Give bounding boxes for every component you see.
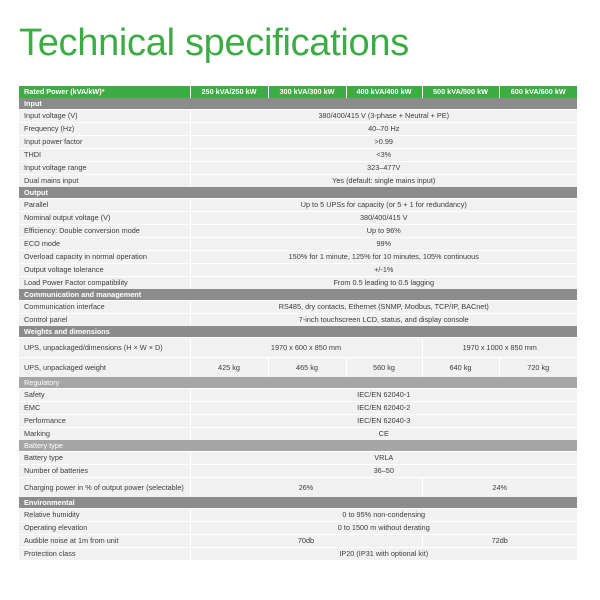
row-emc bbox=[19, 402, 577, 415]
row-value-b: 24% bbox=[422, 478, 577, 498]
row-value: 7-inch touchscreen LCD, status, and display console bbox=[190, 314, 577, 327]
row-input-voltage-range bbox=[19, 162, 577, 175]
row-label: Marking bbox=[19, 428, 190, 441]
row-label: Input voltage range bbox=[19, 162, 190, 175]
row-voltage-tolerance bbox=[19, 264, 577, 277]
weight-600: 720 kg bbox=[499, 358, 577, 378]
row-value: +/-1% bbox=[190, 264, 577, 277]
row-overload bbox=[19, 251, 577, 264]
row-value: 0 to 1500 m without derating bbox=[190, 522, 577, 535]
weight-250: 425 kg bbox=[190, 358, 268, 378]
row-label: Operating elevation bbox=[19, 522, 190, 535]
row-number-of-batteries bbox=[19, 465, 577, 478]
row-value: 380/400/415 V (3-phase + Neutral + PE) bbox=[190, 110, 577, 123]
weight-500: 640 kg bbox=[422, 358, 499, 378]
row-marking bbox=[19, 428, 577, 441]
row-label: Relative humidity bbox=[19, 509, 190, 522]
row-label: Performance bbox=[19, 415, 190, 428]
row-elevation bbox=[19, 522, 577, 535]
row-label: UPS, unpackaged weight bbox=[19, 358, 190, 378]
section-communication: Communication and management bbox=[19, 289, 577, 301]
row-humidity bbox=[19, 509, 577, 522]
row-value-a: 1970 x 600 x 850 mm bbox=[190, 338, 422, 358]
row-label: Input power factor bbox=[19, 136, 190, 149]
row-value: VRLA bbox=[190, 452, 577, 465]
row-value: 36–50 bbox=[190, 465, 577, 478]
row-label: UPS, unpackaged/dimensions (H × W × D) bbox=[19, 338, 190, 358]
row-label: Battery type bbox=[19, 452, 190, 465]
row-value: CE bbox=[190, 428, 577, 441]
row-input-voltage bbox=[19, 110, 577, 123]
row-value: 150% for 1 minute, 125% for 10 minutes, 105% continuous bbox=[190, 251, 577, 264]
header-row bbox=[19, 86, 577, 98]
row-value: IP20 (IP31 with optional kit) bbox=[190, 548, 577, 561]
row-thdi bbox=[19, 149, 577, 162]
row-eco-mode bbox=[19, 238, 577, 251]
row-communication-interface bbox=[19, 301, 577, 314]
section-input: Input bbox=[19, 98, 577, 110]
weight-400: 560 kg bbox=[346, 358, 422, 378]
header-col-250: 250 kVA/250 kW bbox=[190, 86, 268, 98]
row-label: EMC bbox=[19, 402, 190, 415]
row-value: 99% bbox=[190, 238, 577, 251]
row-value-a: 70db bbox=[190, 535, 422, 548]
section-weights: Weights and dimensions bbox=[19, 326, 577, 338]
section-environmental: Environmental bbox=[19, 497, 577, 509]
row-label: Input voltage (V) bbox=[19, 110, 190, 123]
page-title: Technical specifications bbox=[19, 22, 409, 64]
row-parallel bbox=[19, 199, 577, 212]
row-noise bbox=[19, 535, 577, 548]
row-weight bbox=[19, 358, 577, 378]
section-battery: Battery type bbox=[19, 440, 577, 452]
row-control-panel bbox=[19, 314, 577, 327]
row-label: Safety bbox=[19, 389, 190, 402]
header-col-400: 400 kVA/400 kW bbox=[346, 86, 422, 98]
header-col-600: 600 kVA/600 kW bbox=[499, 86, 577, 98]
row-battery-type bbox=[19, 452, 577, 465]
row-label: ECO mode bbox=[19, 238, 190, 251]
header-col-500: 500 kVA/500 kW bbox=[422, 86, 499, 98]
row-label: Protection class bbox=[19, 548, 190, 561]
row-efficiency bbox=[19, 225, 577, 238]
row-label: Dual mains input bbox=[19, 175, 190, 188]
row-label: Overload capacity in normal operation bbox=[19, 251, 190, 264]
row-input-power-factor bbox=[19, 136, 577, 149]
row-value: From 0.5 leading to 0.5 lagging bbox=[190, 277, 577, 290]
row-value-b: 72db bbox=[422, 535, 577, 548]
row-value: Up to 96% bbox=[190, 225, 577, 238]
row-label: Nominal output voltage (V) bbox=[19, 212, 190, 225]
section-output: Output bbox=[19, 187, 577, 199]
row-label: Frequency (Hz) bbox=[19, 123, 190, 136]
row-value-b: 1970 x 1000 x 850 mm bbox=[422, 338, 577, 358]
row-performance bbox=[19, 415, 577, 428]
row-safety bbox=[19, 389, 577, 402]
section-regulatory: Regulatory bbox=[19, 377, 577, 389]
row-label: Control panel bbox=[19, 314, 190, 327]
row-value-a: 26% bbox=[190, 478, 422, 498]
header-col-300: 300 kVA/300 kW bbox=[268, 86, 346, 98]
row-value: >0.99 bbox=[190, 136, 577, 149]
row-value: 380/400/415 V bbox=[190, 212, 577, 225]
row-label: Number of batteries bbox=[19, 465, 190, 478]
row-dual-mains bbox=[19, 175, 577, 188]
row-frequency bbox=[19, 123, 577, 136]
row-value: 40–70 Hz bbox=[190, 123, 577, 136]
row-value: IEC/EN 62040-1 bbox=[190, 389, 577, 402]
row-value: IEC/EN 62040-2 bbox=[190, 402, 577, 415]
row-protection-class bbox=[19, 548, 577, 561]
row-label: Load Power Factor compatibility bbox=[19, 277, 190, 290]
row-value: Up to 5 UPSs for capacity (or 5 + 1 for redundancy) bbox=[190, 199, 577, 212]
row-load-power-factor bbox=[19, 277, 577, 290]
row-label: THDI bbox=[19, 149, 190, 162]
header-label: Rated Power (kVA/kW)* bbox=[19, 86, 190, 98]
row-label: Charging power in % of output power (selectable) bbox=[19, 478, 190, 498]
row-label: Audible noise at 1m from unit bbox=[19, 535, 190, 548]
row-value: 323–477V bbox=[190, 162, 577, 175]
row-nominal-output-voltage bbox=[19, 212, 577, 225]
spec-table bbox=[19, 86, 577, 560]
row-label: Communication interface bbox=[19, 301, 190, 314]
row-charging-power bbox=[19, 478, 577, 498]
row-value: Yes (default: single mains input) bbox=[190, 175, 577, 188]
row-value: IEC/EN 62040-3 bbox=[190, 415, 577, 428]
row-label: Parallel bbox=[19, 199, 190, 212]
row-value: RS485, dry contacts, Ethernet (SNMP, Modbus, TCP/IP, BACnet) bbox=[190, 301, 577, 314]
row-label: Output voltage tolerance bbox=[19, 264, 190, 277]
weight-300: 465 kg bbox=[268, 358, 346, 378]
row-value: <3% bbox=[190, 149, 577, 162]
row-value: 0 to 95% non-condensing bbox=[190, 509, 577, 522]
row-dimensions bbox=[19, 338, 577, 358]
row-label: Efficiency: Double conversion mode bbox=[19, 225, 190, 238]
